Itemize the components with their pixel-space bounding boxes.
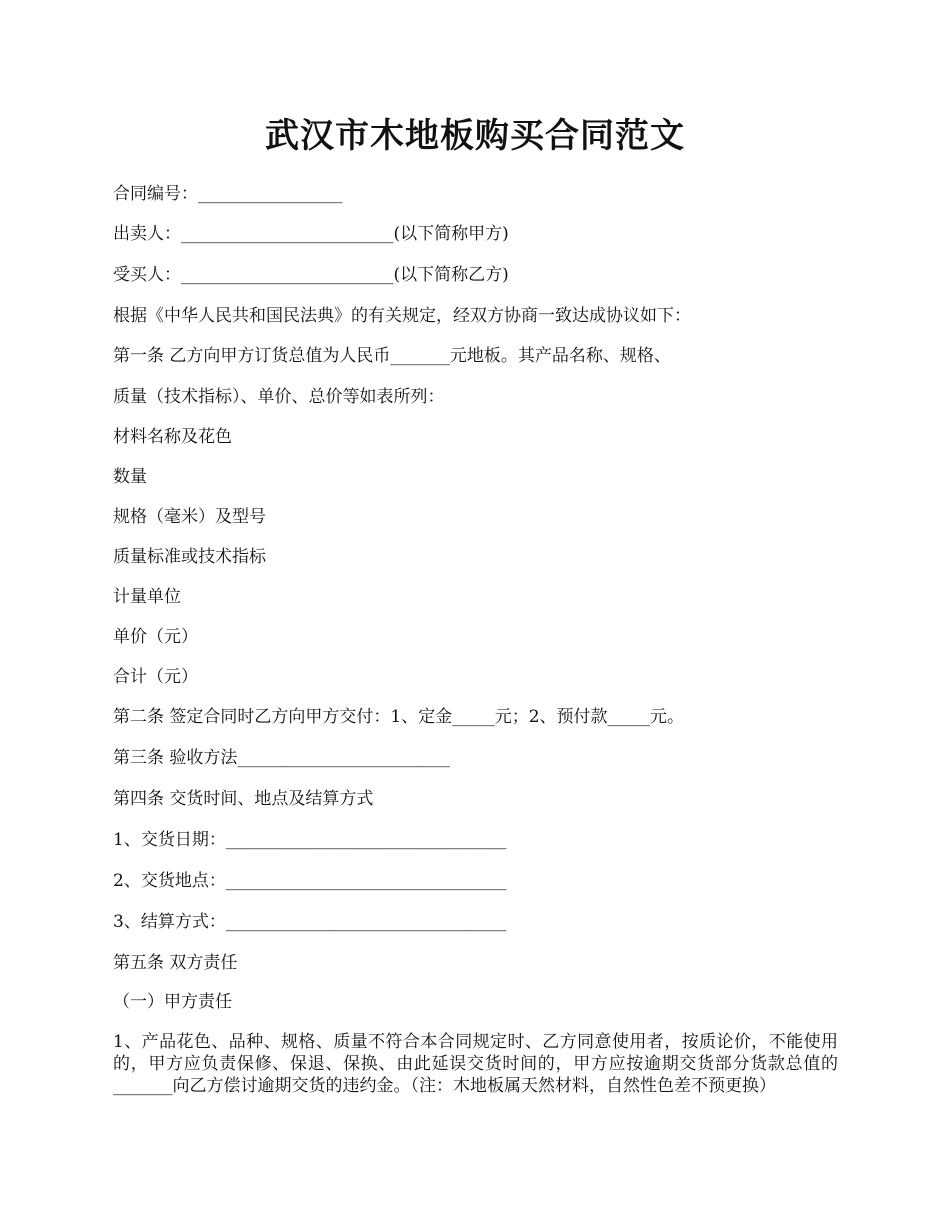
delivery-date-line: 1、交货日期：_________________________________ [113,830,507,850]
party-a-duty-paragraph: 1、产品花色、品种、规格、质量不符合本合同规定时、乙方同意使用者，按质论价，不能使用的，甲方应负责保修、保退、保换、由此延误交货时间的，甲方应按逾期交货部分货款总值的_______向乙方偿讨逾期交货的违约金。（注：木地板属天然材料，自然性色差不预更换） [113,1032,838,1096]
table-field-unit: 计量单位 [113,587,181,607]
article-3-line: 第三条 验收方法_________________________ [113,748,450,768]
contract-number-line: 合同编号：_________________ [113,184,343,204]
article-1-continued-line: 质量（技术指标）、单价、总价等如表所列： [113,387,445,407]
settlement-method-line: 3、结算方式：_________________________________ [113,912,507,932]
preamble-line: 根据《中华人民共和国民法典》的有关规定，经双方协商一致达成协议如下： [113,306,691,326]
delivery-place-line: 2、交货地点：_________________________________ [113,871,507,891]
seller-line: 出卖人：_________________________(以下简称甲方) [113,224,509,244]
article-5-line: 第五条 双方责任 [113,953,238,973]
table-field-total: 合计（元） [113,667,198,687]
table-field-spec: 规格（毫米）及型号 [113,507,266,527]
table-field-material: 材料名称及花色 [113,427,232,447]
buyer-line: 受买人：_________________________(以下简称乙方) [113,265,509,285]
article-1-line: 第一条 乙方向甲方订货总值为人民币_______元地板。其产品名称、规格、 [113,346,671,366]
article-4-line: 第四条 交货时间、地点及结算方式 [113,789,374,809]
party-a-duty-heading: （一）甲方责任 [113,992,232,1012]
table-field-quantity: 数量 [113,467,147,487]
table-field-unit-price: 单价（元） [113,627,198,647]
table-field-quality: 质量标准或技术指标 [113,547,266,567]
article-2-line: 第二条 签定合同时乙方向甲方交付：1、定金_____元；2、预付款_____元。 [113,707,685,727]
document-title: 武汉市木地板购买合同范文 [265,116,685,156]
